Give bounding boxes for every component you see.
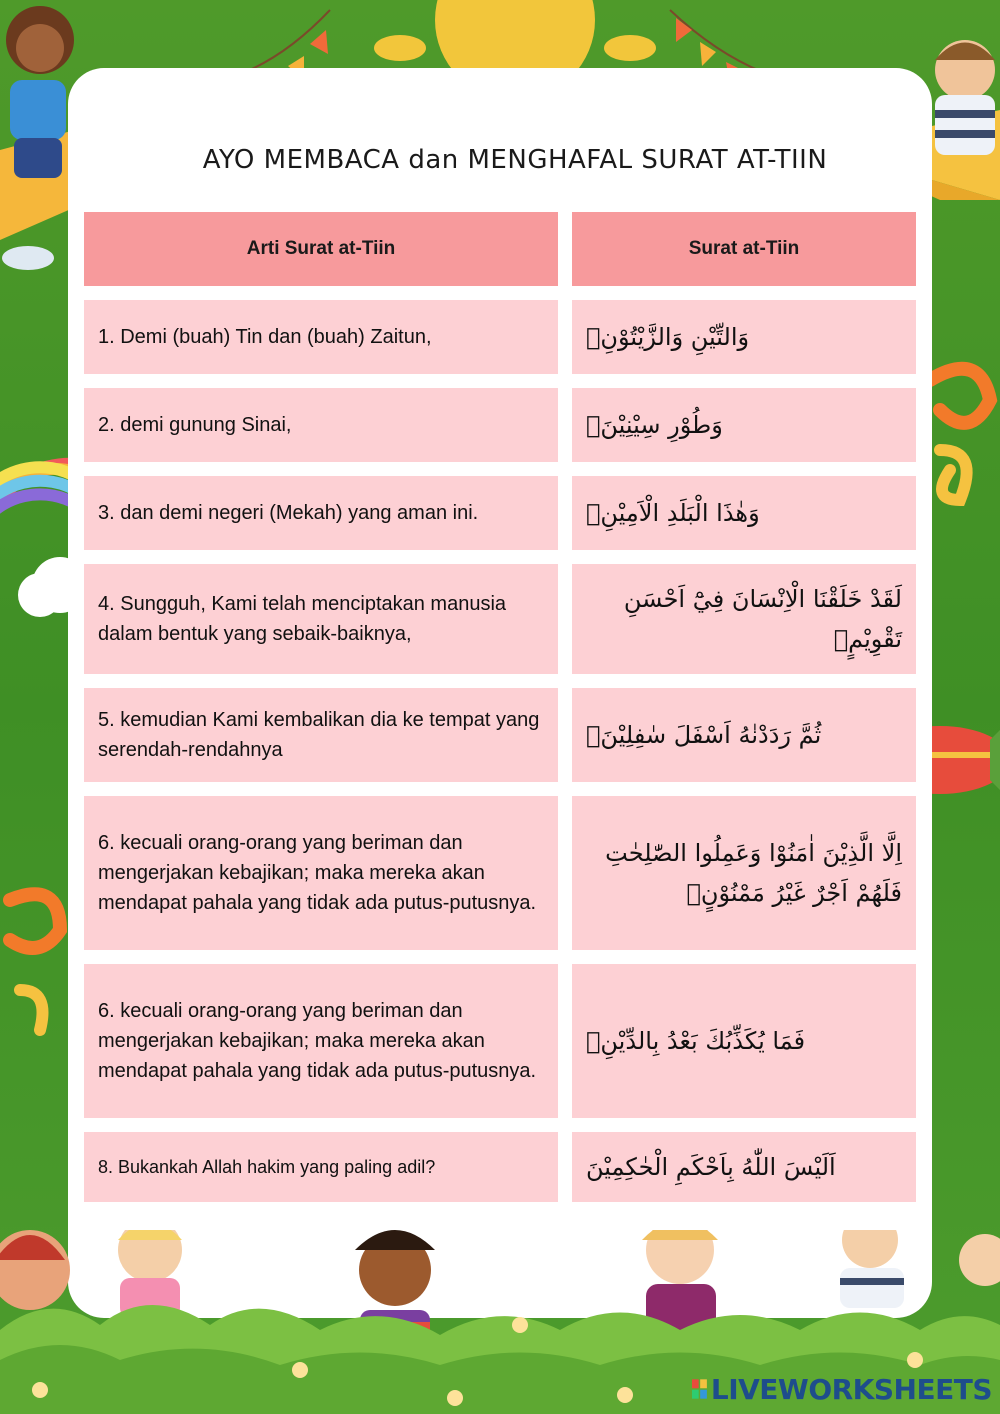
row-8-ayat: اَلَيْسَ اللّٰهُ بِاَحْكَمِ الْحٰكِمِيْنَ bbox=[572, 1132, 916, 1202]
row-2-arti: 2. demi gunung Sinai, bbox=[84, 388, 558, 462]
page-title: AYO MEMBACA dan MENGHAFAL SURAT AT-TIIN bbox=[202, 145, 828, 175]
row-3-ayat: وَهٰذَا الْبَلَدِ الْاَمِيْنِۙ bbox=[572, 476, 916, 550]
row-6-ayat: اِلَّا الَّذِيْنَ اٰمَنُوْا وَعَمِلُوا الصّٰلِحٰتِ فَلَهُمْ اَجْرٌ غَيْرُ مَمْنُوْنٍۗ bbox=[572, 796, 916, 950]
row-4-arti: 4. Sungguh, Kami telah menciptakan manusia dalam bentuk yang sebaik-baiknya, bbox=[84, 564, 558, 674]
row-8-arti: 8. Bukankah Allah hakim yang paling adil? bbox=[84, 1132, 558, 1202]
liveworksheets-logo bbox=[692, 1376, 707, 1402]
row-5-ayat: ثُمَّ رَدَدْنٰهُ اَسْفَلَ سٰفِلِيْنَۙ bbox=[572, 688, 916, 782]
liveworksheets-brand bbox=[692, 1372, 992, 1406]
row-2-ayat: وَطُوْرِ سِيْنِيْنَۙ bbox=[572, 388, 916, 462]
row-6-arti: 6. kecuali orang-orang yang beriman dan mengerjakan kebajikan; maka mereka akan mendapat pahala yang tidak ada putus-putusnya. bbox=[84, 796, 558, 950]
row-3-arti: 3. dan demi negeri (Mekah) yang aman ini. bbox=[84, 476, 558, 550]
row-7-ayat: فَمَا يُكَذِّبُكَ بَعْدُ بِالدِّيْنِۗ bbox=[572, 964, 916, 1118]
row-1-ayat: وَالتِّيْنِ وَالزَّيْتُوْنِۙ bbox=[572, 300, 916, 374]
row-7-arti: 6. kecuali orang-orang yang beriman dan mengerjakan kebajikan; maka mereka akan mendapat pahala yang tidak ada putus-putusnya. bbox=[84, 964, 558, 1118]
header-arti: Arti Surat at-Tiin bbox=[84, 212, 558, 286]
header-ayat: Surat at-Tiin bbox=[572, 212, 916, 286]
row-4-ayat: لَقَدْ خَلَقْنَا الْاِنْسَانَ فِيْٓ اَحْسَنِ تَقْوِيْمٍۖ bbox=[572, 564, 916, 674]
row-1-arti: 1. Demi (buah) Tin dan (buah) Zaitun, bbox=[84, 300, 558, 374]
row-5-arti: 5. kemudian Kami kembalikan dia ke tempat yang serendah-rendahnya bbox=[84, 688, 558, 782]
brand-name: LIVEWORKSHEETS bbox=[710, 1372, 992, 1406]
